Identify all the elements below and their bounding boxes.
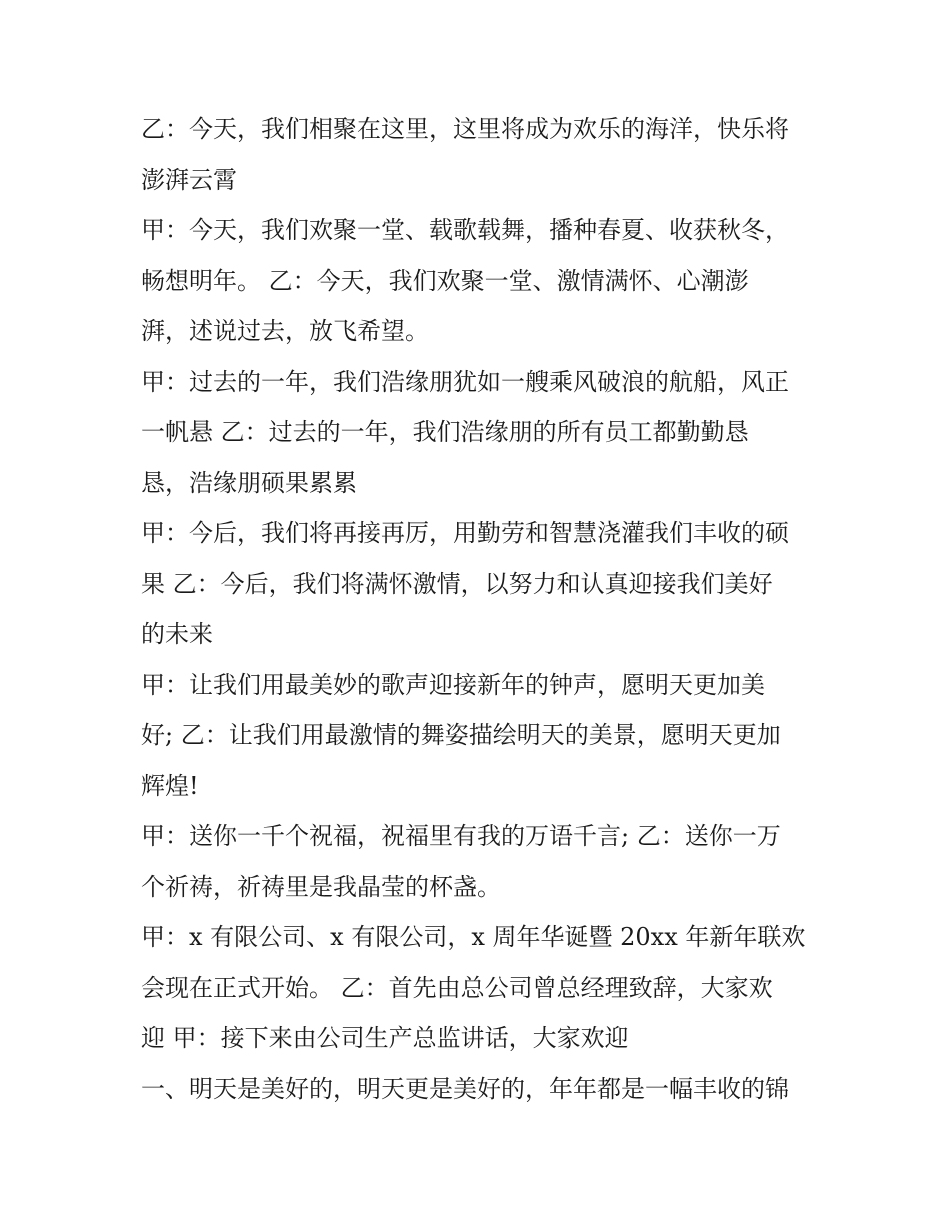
text-line: 湃，述说过去，放飞希望。 [141, 317, 429, 345]
text-line: 甲：过去的一年，我们浩缘朋犹如一艘乘风破浪的航船，风正 [141, 367, 789, 396]
paragraph-1 [141, 104, 821, 205]
text-line: 果 乙：今后，我们将满怀激情，以努力和认真迎接我们美好 [141, 569, 773, 598]
document-body [141, 104, 821, 1114]
text-line: 甲：送你一千个祝福，祝福里有我的万语千言; 乙：送你一万 [141, 822, 781, 850]
text-line: 甲：让我们用最美妙的歌声迎接新年的钟声，愿明天更加美 [141, 670, 765, 699]
text-line: 甲：x 有限公司、x 有限公司，x 周年华诞暨 20xx 年新年联欢 [141, 923, 806, 951]
paragraph-7 [141, 912, 821, 1064]
text-line: 个祈祷，祈祷里是我晶莹的杯盏。 [141, 872, 501, 901]
paragraph-6 [141, 811, 821, 912]
paragraph-8 [141, 1064, 821, 1115]
text-line: 甲：今后，我们将再接再厉，用勤劳和智慧浇灌我们丰收的硕 [141, 519, 789, 547]
text-line: 一帆悬 乙：过去的一年，我们浩缘朋的所有员工都勤勤恳 [141, 418, 749, 446]
paragraph-5 [141, 660, 821, 812]
text-line: 辉煌! [141, 771, 199, 800]
paragraph-4 [141, 508, 821, 660]
paragraph-2 [141, 205, 821, 357]
text-line: 澎湃云霄 [141, 165, 237, 194]
text-line: 好; 乙：让我们用最激情的舞姿描绘明天的美景，愿明天更加 [141, 721, 781, 749]
paragraph-3 [141, 357, 821, 509]
text-line: 恳，浩缘朋硕果累累 [141, 468, 357, 497]
text-line: 畅想明年。 乙：今天，我们欢聚一堂、激情满怀、心潮澎 [141, 266, 749, 295]
text-line: 乙：今天，我们相聚在这里，这里将成为欢乐的海洋，快乐将 [141, 115, 789, 143]
text-line: 迎 甲：接下来由公司生产总监讲话，大家欢迎 [141, 1024, 629, 1052]
text-line: 的未来 [141, 620, 213, 648]
text-line: 甲：今天，我们欢聚一堂、载歌载舞，播种春夏、收获秋冬， [141, 216, 789, 244]
text-line: 会现在正式开始。 乙：首先由总公司曾总经理致辞，大家欢 [141, 973, 773, 1002]
text-line: 一、明天是美好的，明天更是美好的，年年都是一幅丰收的锦 [141, 1074, 789, 1103]
